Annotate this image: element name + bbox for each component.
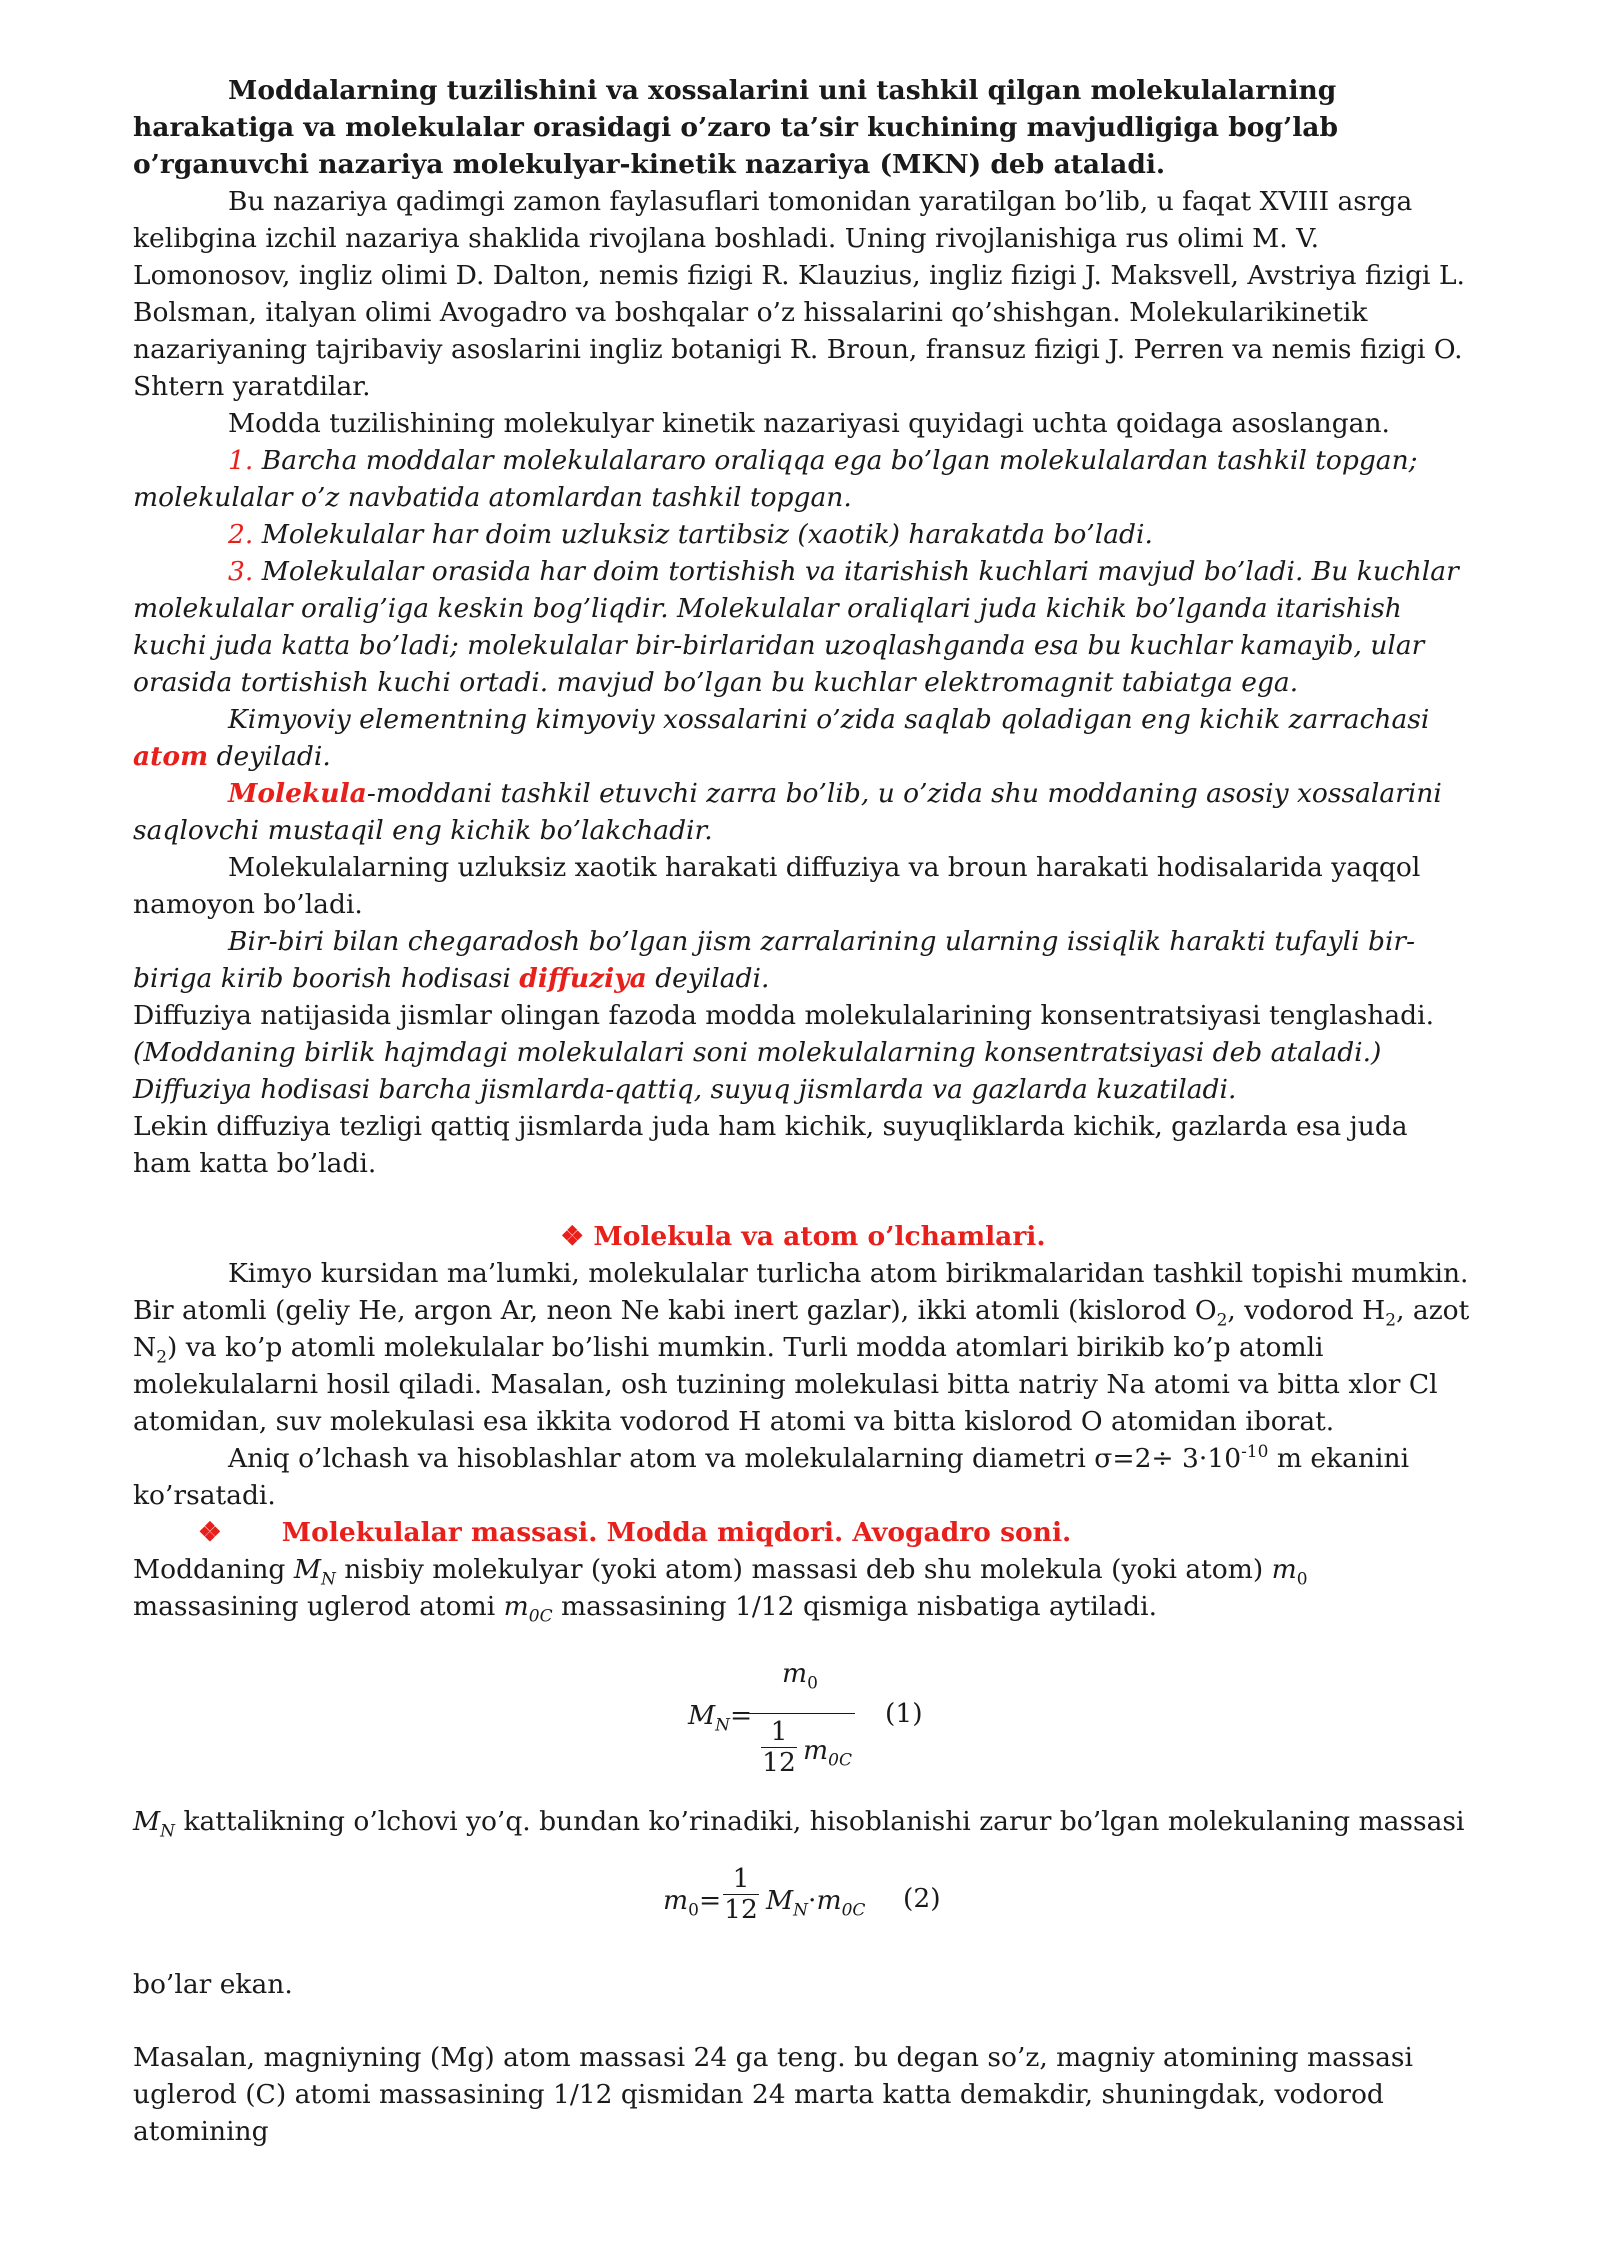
symbol-m: m	[782, 1658, 808, 1689]
diffusion-definition	[133, 923, 1473, 997]
diameter-text-end: m ekanini ko’rsatadi.	[133, 1443, 1410, 1511]
sizes-text-b: , vodorod H	[1227, 1295, 1386, 1326]
section-heading-mass	[133, 1514, 1473, 1551]
sizes-text-d: ) va ko’p atomli molekulalar bo’lishi mumkin. Turli modda atomlari birikib ko’p atomli molekulalarni hosil qiladi. Masalan, osh tuzining molekulasi bitta natriy Na atomi va bitta xlor Cl atomidan, suv molekulasi esa ikkita vodorod H atomi va bitta kislorod O atomidan iborat.	[133, 1332, 1438, 1437]
rule-1	[133, 442, 1473, 516]
rule-2	[133, 516, 1473, 553]
rule-text: Molekulalar har doim uzluksiz tartibsiz (xaotik) harakatda bo’ladi.	[261, 519, 1153, 550]
molecule-term: Molekula	[228, 778, 367, 809]
conclusion-text: bo’lar ekan.	[133, 1969, 293, 2000]
diffusion-def-end: deyiladi.	[646, 963, 770, 994]
equals-sign: =	[698, 1885, 722, 1916]
text: massasining 1/12 qismiga nisbatiga aytiladi.	[552, 1591, 1158, 1622]
document-page	[133, 72, 1473, 2150]
symbol-m: m	[663, 1885, 689, 1916]
subscript-0: 0	[1296, 1569, 1308, 1590]
subscript-0: 0	[688, 1900, 699, 1921]
rules-intro: Modda tuzilishining molekulyar kinetik nazariyasi quyidagi uchta qoidaga asoslangan.	[228, 408, 1390, 439]
diffusion-observed: Diffuziya hodisasi barcha jismlarda-qattiq, suyuq jismlarda va gazlarda kuzatiladi.	[133, 1074, 1237, 1105]
sizes-text-a: Kimyo kursidan ma’lumki, molekulalar turlicha atom birikmalaridan tashkil topishi mumkin. Bir atomli (geliy He, argon Ar, neon Ne kabi inert gazlar), ikki atomli (kislorod O	[133, 1258, 1469, 1326]
dimensionless-note	[133, 1803, 1473, 1840]
fraction-denominator: 12	[724, 1894, 758, 1925]
symbol-m: m	[503, 1591, 529, 1622]
formula-1-lhs	[688, 1697, 752, 1734]
diameter-paragraph	[133, 1440, 1473, 1514]
subscript: 2	[1216, 1310, 1228, 1331]
diffusion-term: diffuziya	[519, 963, 647, 994]
text: Moddaning	[133, 1554, 294, 1585]
inner-denominator: 12	[762, 1747, 796, 1778]
atom-def-text: Kimyoviy elementning kimyoviy xossalarini o’zida saqlab qoladigan eng kichik zarrachasi	[228, 704, 1430, 735]
subscript-N: N	[715, 1715, 731, 1736]
magnesium-example: Masalan, magniyning (Mg) atom massasi 24 ga teng. bu degan so’z, magniy atomining massasi uglerod (C) atomi massasining 1/12 qismidan 24 marta katta demakdir, shuningdak, vodorod atomining	[133, 2042, 1414, 2147]
sizes-paragraph	[133, 1255, 1473, 1440]
rule-text: Molekulalar orasida har doim tortishish va itarishish kuchlari mavjud bo’ladi. Bu kuchlar molekulalar oralig’iga keskin bog’liqdir. Molekulalar oraliqlari juda kichik bo’lganda itarishish kuchi juda katta bo’ladi; molekulalar bir-birlaridan uzoqlashganda esa bu kuchlar kamayib, ular orasida tortishish kuchi ortadi. mavjud bo’lgan bu kuchlar elektromagnit tabiatga ega.	[133, 556, 1459, 698]
symbol-m: m	[1271, 1554, 1297, 1585]
rule-number: 2.	[228, 519, 254, 550]
inner-numerator: 1	[770, 1716, 788, 1747]
diffusion-speed: Lekin diffuziya tezligi qattiq jismlarda juda ham kichik, suyuqliklarda kichik, gazlarda esa juda ham katta bo’ladi.	[133, 1111, 1408, 1179]
symbol-m: m	[803, 1735, 829, 1766]
formula-1-denominator	[803, 1732, 852, 1769]
subscript-0C: 0C	[528, 1606, 553, 1627]
diamond-bullet-icon: ❖	[198, 1517, 222, 1548]
equation-label-1: (1)	[885, 1698, 923, 1729]
exponent: -10	[1241, 1442, 1269, 1463]
subscript: 2	[156, 1347, 168, 1368]
atom-definition	[133, 701, 1473, 775]
formula-1	[133, 1655, 1473, 1785]
equals-sign: =	[730, 1700, 753, 1731]
subscript-0C: 0C	[828, 1750, 852, 1771]
multiply-dot: ·	[808, 1885, 817, 1916]
rule-3	[133, 553, 1473, 701]
section-heading-sizes: ❖ Molekula va atom o’lchamlari.	[560, 1221, 1046, 1252]
atom-def-end: deyiladi.	[208, 741, 331, 772]
text: kattalikning o’lchovi yo’q. bundan ko’rinadiki, hisoblanishi zarur bo’lgan molekulaning massasi	[175, 1806, 1465, 1837]
symbol-M: M	[688, 1700, 716, 1731]
diffusion-result: Diffuziya natijasida jismlar olingan fazoda modda molekulalarining konsentratsiyasi tenglashadi.	[133, 1000, 1435, 1031]
formula-1-numerator	[745, 1655, 855, 1692]
formula-2-rhs	[766, 1882, 865, 1919]
text: nisbiy molekulyar (yoki atom) massasi deb shu molekula (yoki atom)	[335, 1554, 1272, 1585]
fraction-numerator: 1	[732, 1863, 750, 1894]
symbol-N: N	[320, 1569, 336, 1590]
subscript: 2	[1385, 1310, 1397, 1331]
sizes-text-c: , azot N	[133, 1295, 1470, 1363]
symbol-M: M	[133, 1806, 161, 1837]
formula-2-lhs	[663, 1882, 721, 1919]
diffusion-def-text: Bir-biri bilan chegaradosh bo’lgan jism zarralarining ularning issiqlik harakti tufayli bir-biriga kirib boorish hodisasi	[133, 926, 1416, 994]
symbol-m: m	[816, 1885, 842, 1916]
equation-label-2: (2)	[903, 1883, 941, 1914]
molecule-def-text: -moddani tashkil etuvchi zarra bo’lib, u o’zida shu moddaning asosiy xossalarini saqlovchi mustaqil eng kichik bo’lakchadir.	[133, 778, 1442, 846]
section-heading-text: Molekulalar massasi. Modda miqdori. Avogadro soni.	[281, 1517, 1072, 1548]
subscript-0C: 0C	[841, 1900, 866, 1921]
rule-number: 1.	[228, 445, 254, 476]
inner-fraction	[761, 1717, 797, 1778]
symbol-N: N	[160, 1821, 176, 1842]
rule-text: Barcha moddalar molekulalararo oraliqqa ega bo’lgan molekulalardan tashkil topgan; molekulalar o’z navbatida atomlardan tashkil topgan.	[133, 445, 1418, 513]
mkn-definition: Moddalarning tuzilishini va xossalarini uni tashkil qilgan molekulalarning harakatiga va molekulalar orasidagi o’zaro ta’sir kuchining mavjudligiga bog’lab o’rganuvchi nazariya molekulyar-kinetik nazariya (MKN) deb ataladi.	[133, 75, 1338, 180]
concentration-note: (Moddaning birlik hajmdagi molekulalari soni molekulalarning konsentratsiyasi deb ataladi.)	[133, 1037, 1382, 1068]
diameter-text: Aniq o’lchash va hisoblashlar atom va molekulalarning diametri σ=2÷ 3·10	[228, 1443, 1242, 1474]
relative-mass-definition	[133, 1551, 1473, 1625]
diffusion-intro: Molekulalarning uzluksiz xaotik harakati diffuziya va broun harakati hodisalarida yaqqol namoyon bo’ladi.	[133, 852, 1421, 920]
rule-number: 3.	[228, 556, 254, 587]
formula-2-fraction	[723, 1864, 759, 1925]
atom-term: atom	[133, 741, 209, 772]
symbol-M: M	[293, 1554, 321, 1585]
subscript-0: 0	[807, 1673, 818, 1694]
molecule-definition	[133, 775, 1473, 849]
subscript-N: N	[793, 1900, 809, 1921]
fraction-bar	[745, 1713, 855, 1714]
text: massasining uglerod atomi	[133, 1591, 504, 1622]
symbol-M: M	[766, 1885, 794, 1916]
history-paragraph: Bu nazariya qadimgi zamon faylasuflari tomonidan yaratilgan bo’lib, u faqat XVIII asrga kelibgina izchil nazariya shaklida rivojlana boshladi. Uning rivojlanishiga rus olimi M. V. Lomonosov, ingliz olimi D. Dalton, nemis fizigi R. Klauzius, ingliz fizigi J. Maksvell, Avstriya fizigi L. Bolsman, italyan olimi Avogadro va boshqalar o’z hissalarini qo’shishgan. Molekularikinetik nazariyaning tajribaviy asoslarini ingliz botanigi R. Broun, fransuz fizigi J. Perren va nemis fizigi O. Shtern yaratdilar.	[133, 186, 1465, 402]
formula-2	[133, 1858, 1473, 1948]
